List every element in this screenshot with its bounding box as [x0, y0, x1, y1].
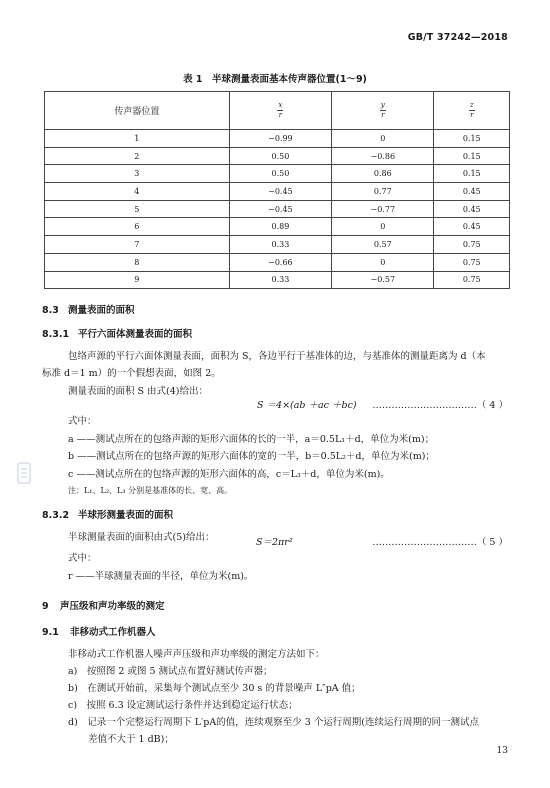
- section-9-number: 9: [42, 601, 49, 612]
- section-8-3-2-number: 8.3.2: [42, 510, 70, 521]
- cell-y: −0.57: [332, 271, 434, 289]
- where-label-1: 式中：: [68, 416, 97, 427]
- cell-z: 0.75: [434, 236, 510, 254]
- section-8-3-2-title: 半球形测量表面的面积: [78, 510, 174, 521]
- section-8-3-2-heading: [42, 507, 173, 521]
- cell-y: 0: [332, 253, 434, 271]
- cell-y: 0: [332, 130, 434, 148]
- table-row: [45, 165, 510, 183]
- list-item: d) 记录一个完整运行周期下 L′pA的值，连续观察至少 3 个运行周期(连续运行周期的同一测试点: [68, 717, 480, 728]
- header-z: [434, 92, 510, 130]
- cell-y: 0: [332, 218, 434, 236]
- list-item: a) 按照图 2 或图 5 测试点布置好测试传声器；: [68, 666, 273, 677]
- header-x: [229, 92, 331, 130]
- section-9-1-title: 非移动式工作机器人: [70, 627, 156, 638]
- cell-x: −0.45: [229, 183, 331, 201]
- list-item: c) 按照 6.3 设定测试运行条件并达到稳定运行状态；: [68, 700, 298, 711]
- definition-a: a ——测试点所在的包络声源的矩形六面体的长的一半，a＝0.5L₁＋d，单位为米(m)；: [68, 434, 435, 445]
- cell-x: 0.89: [229, 218, 331, 236]
- cell-y: 0.57: [332, 236, 434, 254]
- cell-position: 9: [45, 271, 230, 289]
- cell-x: −0.99: [229, 130, 331, 148]
- cell-x: 0.33: [229, 236, 331, 254]
- cell-z: 0.15: [434, 130, 510, 148]
- section-8-3-1-title: 平行六面体测量表面的面积: [78, 329, 193, 340]
- note-dimensions: 注：L₁、L₂、L₃ 分别是基准体的长、宽、高。: [68, 486, 233, 495]
- table-header-row: [45, 92, 510, 130]
- paragraph-8-3-1-line-2: 标准 d＝1 m）的一个假想表面，如图 2。: [42, 368, 221, 379]
- cell-position: 6: [45, 218, 230, 236]
- cell-z: 0.15: [434, 165, 510, 183]
- cell-position: 2: [45, 147, 230, 165]
- microphone-position-table: [44, 91, 510, 289]
- header-x-num: x: [278, 101, 283, 109]
- header-z-num: z: [469, 101, 474, 109]
- table-title: 表 1 半球测量表面基本传声器位置(1～9): [183, 74, 367, 85]
- table-row: [45, 147, 510, 165]
- paragraph-8-3-1-formula-intro: 测量表面的面积 S 由式(4)给出：: [68, 386, 209, 397]
- cell-z: 0.75: [434, 271, 510, 289]
- cell-z: 0.45: [434, 218, 510, 236]
- cell-z: 0.45: [434, 200, 510, 218]
- watermark-icon: [17, 462, 31, 484]
- section-9-1-intro: 非移动式工作机器人噪声声压级和声功率级的测定方法如下：: [68, 649, 325, 660]
- equation-4: S ＝4×(ab ＋ac ＋bc): [257, 400, 357, 411]
- table-row: [45, 183, 510, 201]
- header-x-den: r: [278, 111, 283, 119]
- standard-code: GB/T 37242—2018: [407, 32, 508, 43]
- equation-5-number: ……………………………（ 5 ）: [372, 537, 508, 548]
- cell-position: 3: [45, 165, 230, 183]
- cell-x: −0.66: [229, 253, 331, 271]
- list-item: b) 在测试开始前，采集每个测试点至少 30 s 的背景噪声 L″pA 值；: [68, 683, 361, 694]
- cell-position: 7: [45, 236, 230, 254]
- cell-x: −0.45: [229, 200, 331, 218]
- table-row: [45, 218, 510, 236]
- cell-z: 0.15: [434, 147, 510, 165]
- table-row: [45, 130, 510, 148]
- cell-x: 0.50: [229, 165, 331, 183]
- list-item-continuation: 差值不大于 1 dB)；: [88, 734, 174, 745]
- paragraph-8-3-2-formula-intro: 半球测量表面的面积由式(5)给出：: [68, 532, 215, 543]
- section-8-3-number: 8.3: [42, 305, 59, 316]
- cell-y: −0.86: [332, 147, 434, 165]
- section-8-3-1-heading: [42, 326, 192, 340]
- where-label-2: 式中：: [68, 553, 97, 564]
- equation-4-number: ……………………………（ 4 ）: [372, 400, 508, 411]
- cell-position: 4: [45, 183, 230, 201]
- table-row: [45, 253, 510, 271]
- watermark-mark: [17, 462, 31, 484]
- table-row: [45, 200, 510, 218]
- cell-position: 1: [45, 130, 230, 148]
- section-9-1-number: 9.1: [42, 627, 59, 638]
- cell-position: 8: [45, 253, 230, 271]
- cell-z: 0.45: [434, 183, 510, 201]
- header-y: [332, 92, 434, 130]
- section-9-title: 声压级和声功率级的测定: [60, 601, 165, 612]
- definition-b: b ——测试点所在的包络声源的矩形六面体的宽的一半，b＝0.5L₂＋d，单位为米(m)；: [68, 451, 435, 462]
- definition-c: c ——测试点所在的包络声源的矩形六面体的高，c＝L₃＋d，单位为米(m)。: [68, 469, 390, 480]
- cell-x: 0.50: [229, 147, 331, 165]
- paragraph-8-3-1-line-1: 包络声源的平行六面体测量表面，面积为 S，各边平行于基准体的边，与基准体的测量距离为 d（本: [68, 351, 486, 362]
- section-9-heading: [42, 598, 165, 612]
- cell-y: −0.77: [332, 200, 434, 218]
- cell-position: 5: [45, 200, 230, 218]
- cell-z: 0.75: [434, 253, 510, 271]
- section-8-3-1-number: 8.3.1: [42, 329, 70, 340]
- cell-y: 0.77: [332, 183, 434, 201]
- table-row: [45, 271, 510, 289]
- section-9-1-heading: [42, 624, 156, 638]
- header-z-den: r: [470, 111, 474, 119]
- table-row: [45, 236, 510, 254]
- header-y-den: r: [381, 111, 385, 119]
- cell-x: 0.33: [229, 271, 331, 289]
- page-number: 13: [496, 746, 508, 756]
- header-y-num: y: [380, 101, 385, 109]
- section-8-3-heading: [42, 302, 135, 316]
- header-position: 传声器位置: [45, 92, 230, 130]
- definition-r: r ——半球测量表面的半径，单位为米(m)。: [68, 571, 254, 582]
- cell-y: 0.86: [332, 165, 434, 183]
- equation-5: S＝2πr²: [256, 537, 293, 548]
- section-8-3-title: 测量表面的面积: [68, 305, 135, 316]
